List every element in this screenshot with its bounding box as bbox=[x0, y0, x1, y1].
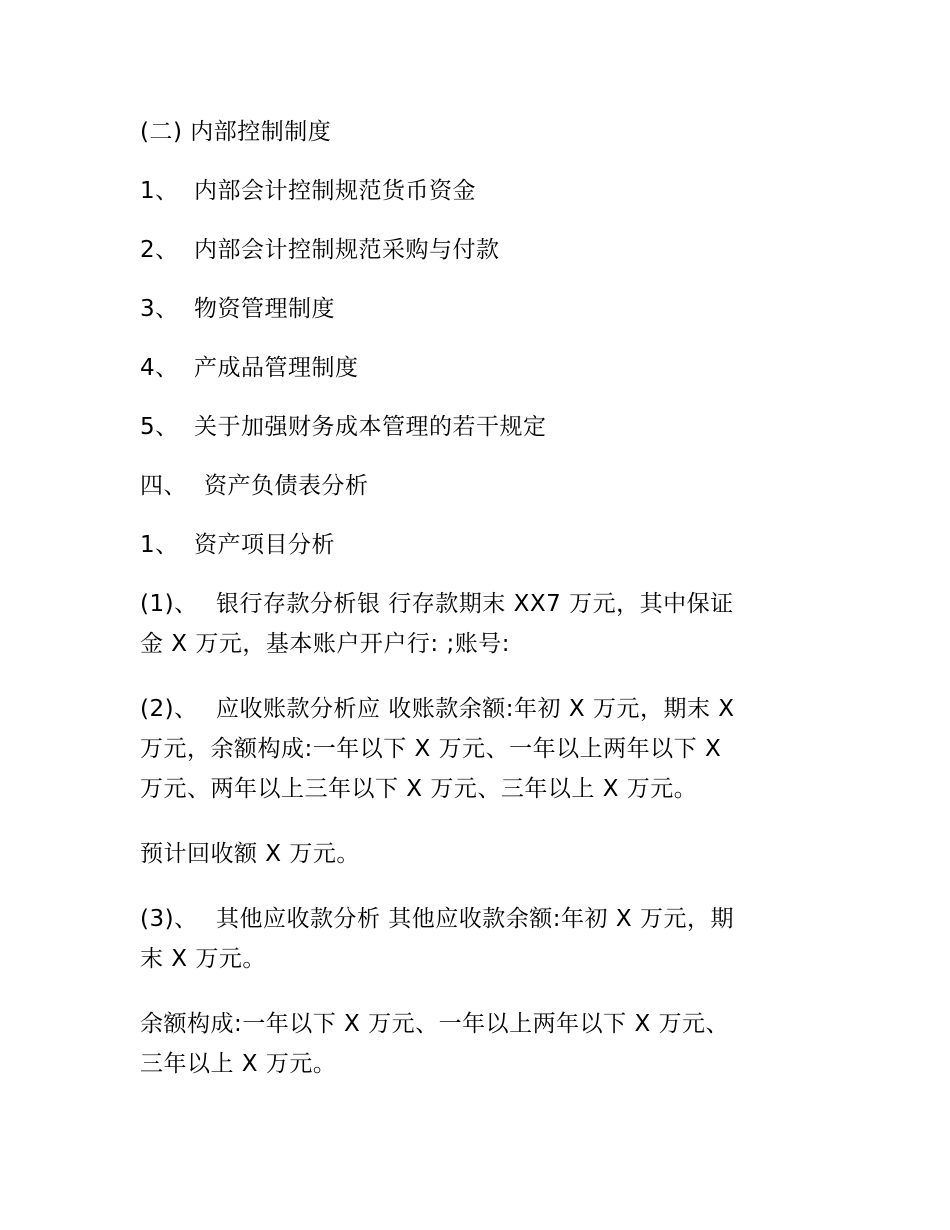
paragraph-line: 末 X 万元。 bbox=[140, 946, 266, 972]
sub-item-number: (2)、 bbox=[140, 696, 198, 722]
balance-composition-paragraph bbox=[140, 1004, 810, 1084]
control-item-3 bbox=[140, 295, 810, 323]
control-item-1 bbox=[140, 177, 810, 205]
asset-item-heading bbox=[140, 531, 810, 559]
bank-deposit-paragraph bbox=[140, 584, 810, 664]
sub-item-number: (1)、 bbox=[140, 591, 198, 617]
paragraph-text: 应收账款分析应 收账款余额:年初 X 万元，期末 X bbox=[216, 696, 735, 722]
item-number: 1、 bbox=[140, 532, 179, 558]
item-number: 4、 bbox=[140, 355, 179, 381]
item-text: 内部会计控制规范采购与付款 bbox=[194, 237, 500, 263]
section-heading: (二) 内部控制制度 bbox=[140, 119, 332, 145]
item-number: 1、 bbox=[140, 178, 179, 204]
paragraph-line bbox=[140, 689, 810, 729]
item-text: 关于加强财务成本管理的若干规定 bbox=[194, 414, 547, 440]
item-text: 产成品管理制度 bbox=[194, 355, 359, 381]
other-receivable-paragraph bbox=[140, 899, 810, 979]
expected-recovery-paragraph bbox=[140, 834, 810, 874]
item-text: 物资管理制度 bbox=[194, 296, 335, 322]
control-item-4 bbox=[140, 354, 810, 382]
paragraph-line: 金 X 万元，基本账户开户行: ;账号: bbox=[140, 631, 510, 657]
paragraph-line: 万元、两年以上三年以下 X 万元、三年以上 X 万元。 bbox=[140, 776, 698, 802]
paragraph-line: 三年以上 X 万元。 bbox=[140, 1051, 337, 1077]
control-item-2 bbox=[140, 236, 810, 264]
paragraph-line: 万元，余额构成:一年以下 X 万元、一年以上两年以下 X bbox=[140, 736, 722, 762]
paragraph-text: 银行存款分析银 行存款期末 XX7 万元，其中保证 bbox=[216, 591, 734, 617]
item-text: 资产项目分析 bbox=[194, 532, 335, 558]
item-number: 5、 bbox=[140, 414, 179, 440]
item-number: 2、 bbox=[140, 237, 179, 263]
section-text: 资产负债表分析 bbox=[204, 473, 369, 499]
item-number: 3、 bbox=[140, 296, 179, 322]
section-four-heading bbox=[140, 472, 810, 500]
control-item-5 bbox=[140, 413, 810, 441]
document-content bbox=[140, 118, 810, 1115]
paragraph-line bbox=[140, 899, 810, 939]
paragraph-line: 余额构成:一年以下 X 万元、一年以上两年以下 X 万元、 bbox=[140, 1011, 730, 1037]
item-text: 内部会计控制规范货币资金 bbox=[194, 178, 476, 204]
paragraph-line: 预计回收额 X 万元。 bbox=[140, 841, 360, 867]
paragraph-text: 其他应收款分析 其他应收款余额:年初 X 万元，期 bbox=[216, 906, 734, 932]
sub-item-number: (3)、 bbox=[140, 906, 198, 932]
section-number: 四、 bbox=[140, 473, 187, 499]
accounts-receivable-paragraph bbox=[140, 689, 810, 809]
paragraph-line bbox=[140, 584, 810, 624]
